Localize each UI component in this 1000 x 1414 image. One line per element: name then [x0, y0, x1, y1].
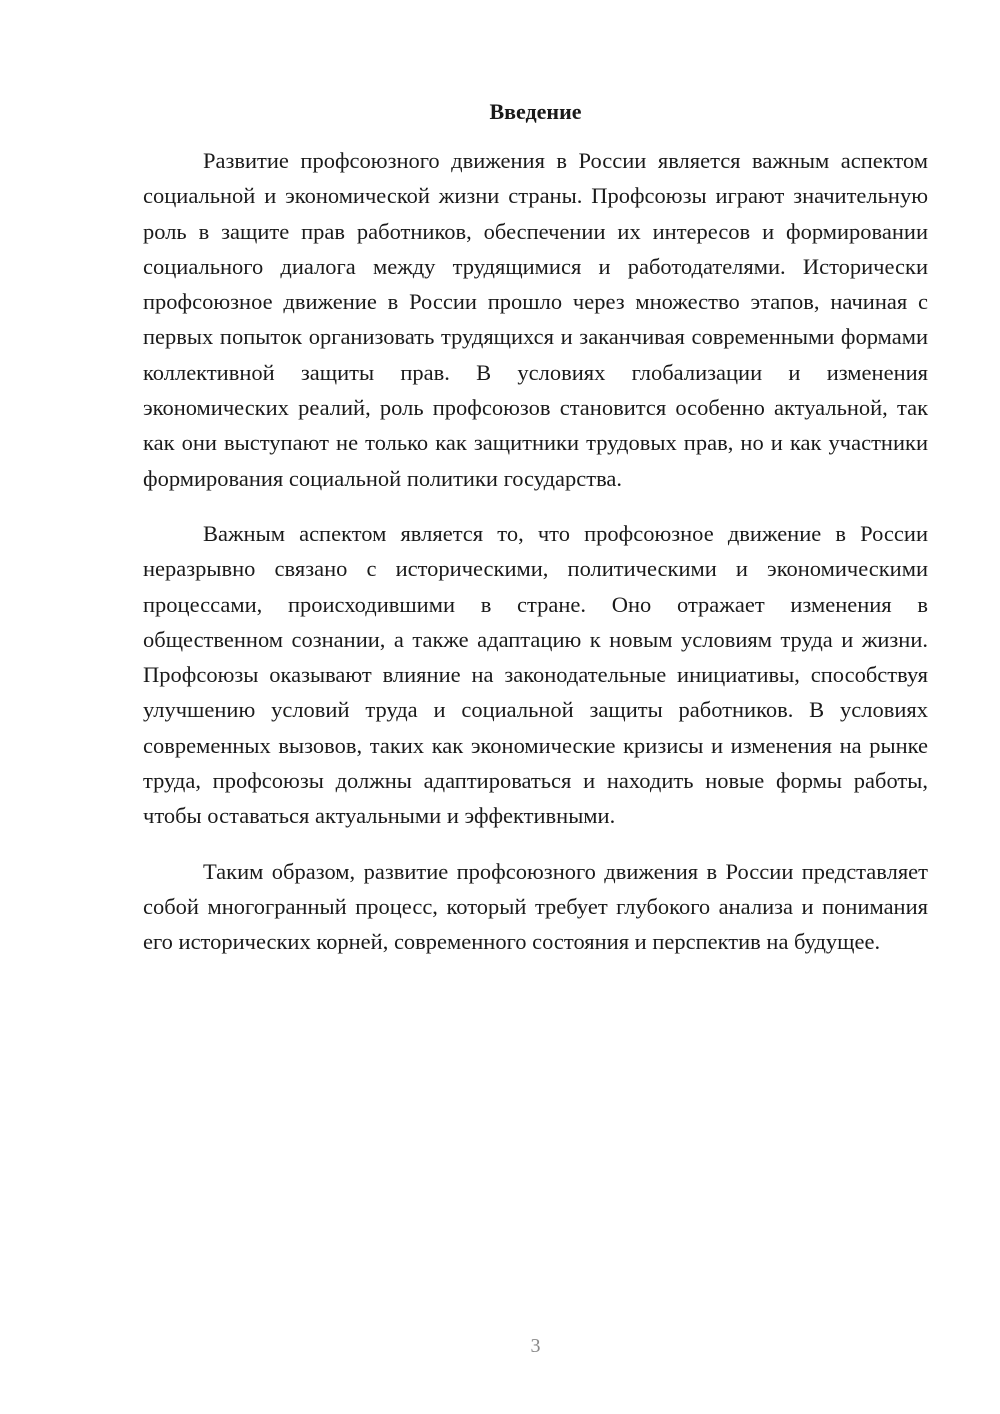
- paragraph-3: Таким образом, развитие профсоюзного движения в России представляет собой многогранный процесс, который требует глубокого анализа и понимания его исторических корней, современного состояния и перспектив на будущее.: [143, 858, 928, 955]
- section-heading: Введение: [489, 99, 582, 124]
- paragraph-1: Развитие профсоюзного движения в России является важным аспектом социальной и экономической жизни страны. Профсоюзы играют значительную роль в защите прав работников, обеспечении их интересов и формировании социального диалога между трудящимися и работодателями. Исторически профсоюзное движение в России прошло через множество этапов, начиная с первых попыток организовать трудящихся и заканчивая современными формами коллективной защиты прав. В условиях глобализации и изменения экономических реалий, роль профсоюзов становится особенно актуальной, так как они выступают не только как защитники трудовых прав, но и как участники формирования социальной политики государства.: [143, 148, 928, 491]
- paragraph-2: Важным аспектом является то, что профсоюзное движение в России неразрывно связано с историческими, политическими и экономическими процессами, происходившими в стране. Оно отражает изменения в общественном сознании, а также адаптацию к новым условиям труда и жизни. Профсоюзы оказывают влияние на законодательные инициативы, способствуя улучшению условий труда и социальной защиты работников. В условиях современных вызовов, таких как экономические кризисы и изменения на рынке труда, профсоюзы должны адаптироваться и находить новые формы работы, чтобы оставаться актуальными и эффективными.: [143, 520, 928, 829]
- body-text: [143, 143, 928, 980]
- page-number: 3: [530, 1335, 541, 1357]
